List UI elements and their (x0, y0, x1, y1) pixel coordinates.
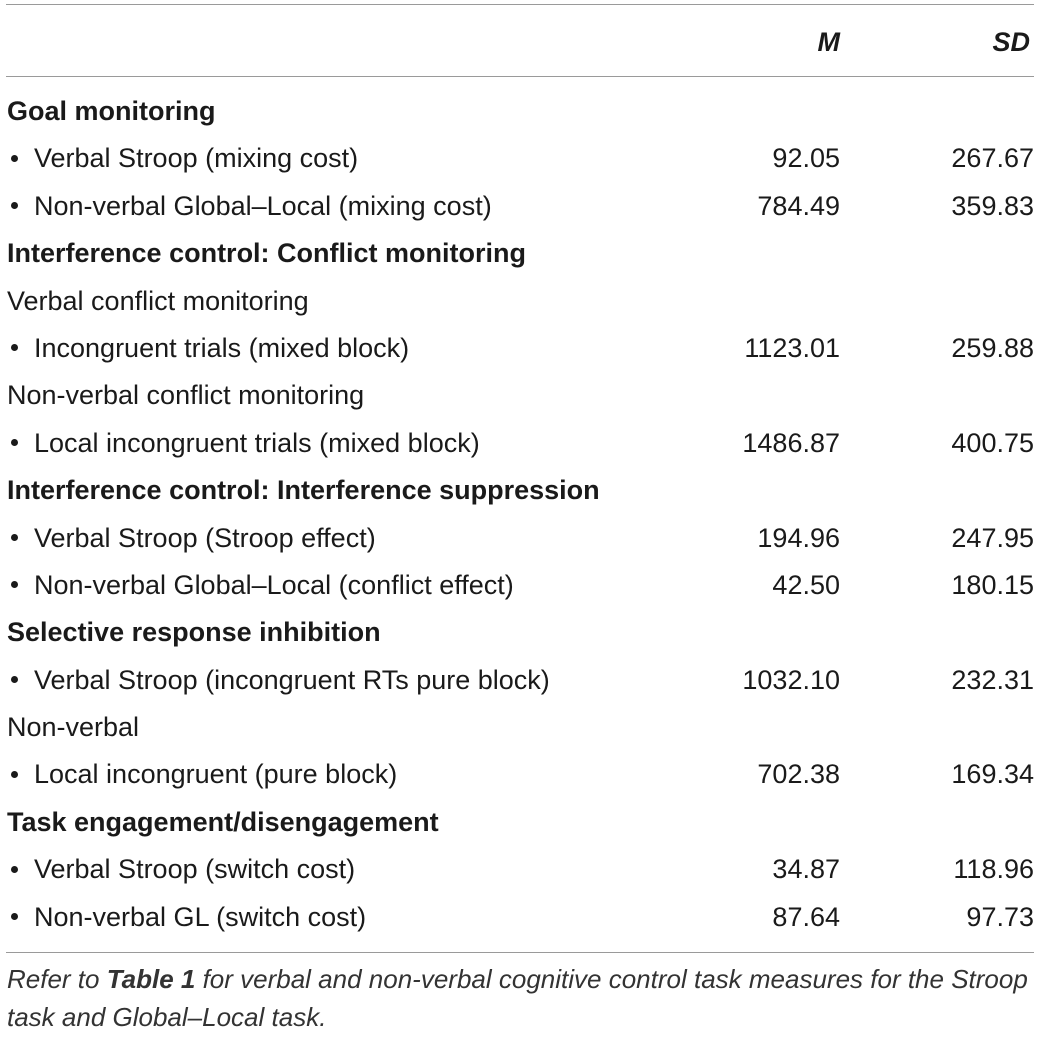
cell-m: 702.38 (757, 759, 840, 790)
row-label (7, 894, 366, 941)
row-label (7, 515, 376, 562)
row-label (7, 467, 600, 514)
row-label-text: Local incongruent (pure block) (34, 759, 398, 790)
row-label-text: Verbal conflict monitoring (7, 285, 309, 316)
table-top-rule (6, 4, 1034, 5)
section-heading-row (0, 230, 1040, 277)
cell-m: 92.05 (772, 143, 840, 174)
row-label (7, 230, 526, 277)
table-row (0, 751, 1040, 798)
table-header-rule (6, 76, 1034, 77)
row-label-text: Non-verbal Global–Local (mixing cost) (34, 190, 492, 221)
table-row (0, 846, 1040, 893)
cell-sd: 180.15 (951, 569, 1034, 600)
bullet-icon (11, 439, 18, 446)
table-row (0, 420, 1040, 467)
cell-m: 42.50 (772, 569, 840, 600)
row-label (7, 657, 550, 704)
table-row (0, 515, 1040, 562)
header-m: M (817, 27, 840, 57)
row-label-text: Interference control: Conflict monitoring (7, 238, 527, 269)
bullet-icon (11, 771, 18, 778)
bullet-icon (11, 866, 18, 873)
row-label (7, 799, 439, 846)
section-heading-row (0, 609, 1040, 656)
section-heading-row (0, 799, 1040, 846)
table-caption (7, 960, 1037, 1036)
row-label-text: Verbal Stroop (incongruent RTs pure block) (34, 664, 550, 695)
cell-m: 1032.10 (742, 664, 840, 695)
row-label-text: Local incongruent trials (mixed block) (34, 427, 480, 458)
row-label-text: Goal monitoring (7, 96, 216, 126)
cell-sd: 359.83 (951, 190, 1034, 221)
cell-m: 194.96 (757, 522, 840, 553)
table-row (0, 135, 1040, 182)
row-label (7, 372, 364, 419)
table-row (0, 183, 1040, 230)
section-heading-row (0, 88, 1040, 135)
row-label (7, 135, 358, 182)
row-label-text: Task engagement/disengagement (7, 806, 439, 837)
bullet-icon (11, 913, 18, 920)
table-row (0, 325, 1040, 372)
bullet-icon (11, 534, 18, 541)
cell-m: 1486.87 (742, 427, 840, 458)
row-label (7, 88, 216, 135)
cell-sd: 169.34 (951, 759, 1034, 790)
row-label-text: Non-verbal (7, 712, 140, 743)
cell-m: 784.49 (757, 190, 840, 221)
cell-m: 87.64 (772, 901, 840, 932)
subheading-row (0, 704, 1040, 751)
cell-sd: 247.95 (951, 522, 1034, 553)
row-label (7, 562, 514, 609)
row-label-text: Verbal Stroop (Stroop effect) (34, 522, 376, 553)
row-label (7, 751, 397, 798)
row-label-text: Non-verbal Global–Local (conflict effect) (34, 569, 514, 600)
row-label (7, 846, 355, 893)
row-label (7, 704, 139, 751)
table-row (0, 562, 1040, 609)
row-label-text: Verbal Stroop (switch cost) (34, 854, 356, 885)
subheading-row (0, 372, 1040, 419)
row-label (7, 609, 381, 656)
table-header (0, 22, 1040, 62)
table-body (0, 88, 1040, 941)
row-label-text: Non-verbal conflict monitoring (7, 380, 365, 411)
cell-sd: 97.73 (966, 901, 1034, 932)
bullet-icon (11, 202, 18, 209)
table-bottom-rule (6, 952, 1034, 953)
cell-sd: 232.31 (951, 664, 1034, 695)
row-label-text: Selective response inhibition (7, 617, 381, 648)
cell-sd: 118.96 (953, 854, 1034, 885)
bullet-icon (11, 676, 18, 683)
row-label-text: Incongruent trials (mixed block) (34, 332, 410, 363)
cell-m: 1123.01 (744, 332, 840, 363)
cell-sd: 267.67 (951, 143, 1034, 174)
bullet-icon (11, 155, 18, 162)
row-label (7, 420, 480, 467)
cell-sd: 259.88 (951, 332, 1034, 363)
header-sd: SD (992, 27, 1030, 57)
caption-table-ref: Table 1 (106, 964, 196, 994)
row-label-text: Verbal Stroop (mixing cost) (34, 143, 359, 174)
row-label-text: Non-verbal GL (switch cost) (34, 901, 367, 932)
cell-m: 34.87 (772, 854, 840, 885)
row-label (7, 278, 309, 325)
cell-sd: 400.75 (951, 427, 1034, 458)
bullet-icon (11, 581, 18, 588)
bullet-icon (11, 344, 18, 351)
table-row (0, 657, 1040, 704)
subheading-row (0, 278, 1040, 325)
caption-text-pre: Refer to (7, 964, 107, 994)
row-label-text: Interference control: Interference suppression (7, 475, 600, 506)
row-label (7, 183, 492, 230)
table-row (0, 894, 1040, 941)
caption-text-post: for verbal and non-verbal cognitive control task measures for the Stroop task and Global–Local task. (7, 964, 1028, 1032)
section-heading-row (0, 467, 1040, 514)
row-label (7, 325, 409, 372)
